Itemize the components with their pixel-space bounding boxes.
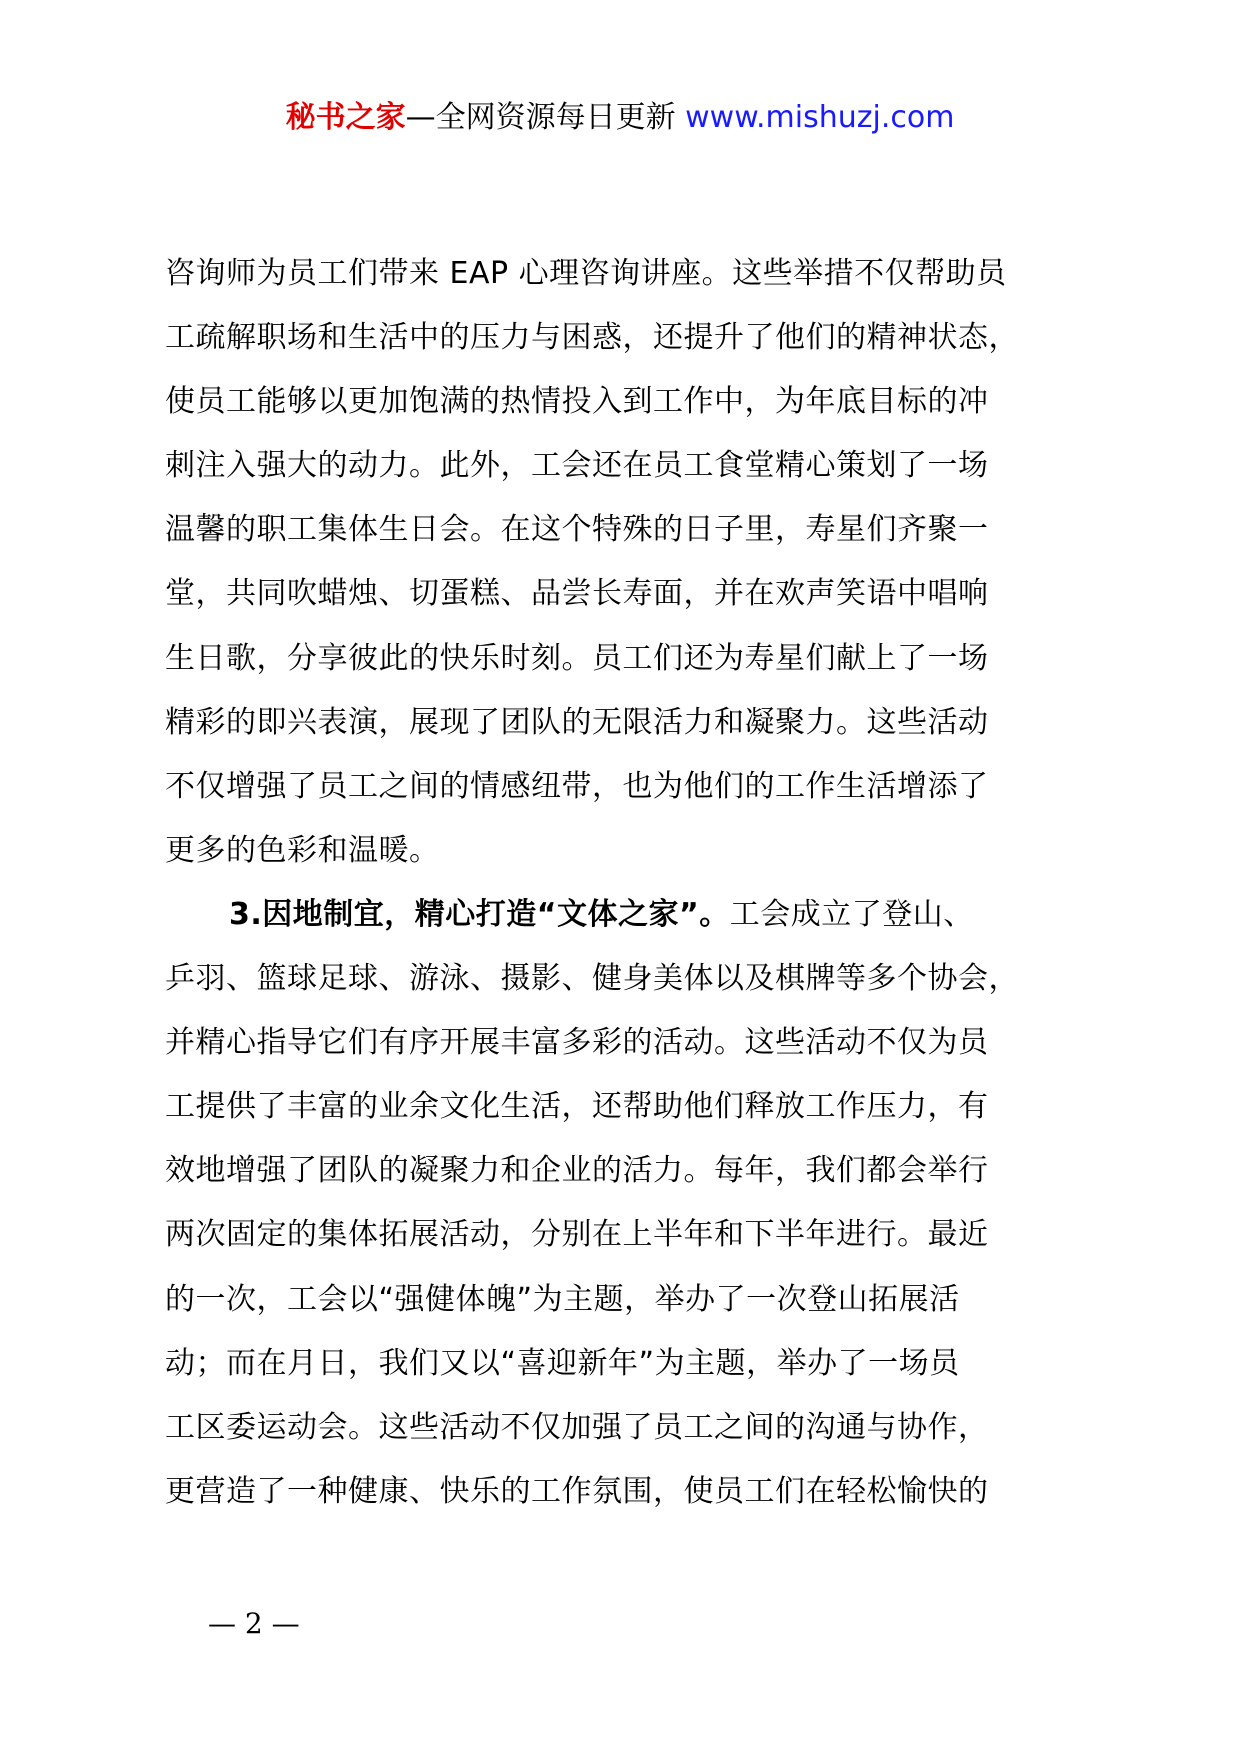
body-line: 乒羽、篮球足球、游泳、摄影、健身美体以及棋牌等多个协会， xyxy=(165,961,1019,997)
body-line: 工疏解职场和生活中的压力与困惑，还提升了他们的精神状态， xyxy=(165,320,1019,356)
body-line: 温馨的职工集体生日会。在这个特殊的日子里，寿星们齐聚一 xyxy=(165,512,989,548)
site-header xyxy=(0,98,1240,138)
body-line: 堂，共同吹蜡烛、切蛋糕、品尝长寿面，并在欢声笑语中唱响 xyxy=(165,576,989,612)
body-line: 使员工能够以更加饱满的热情投入到工作中，为年底目标的冲 xyxy=(165,384,989,420)
body-line: 的一次，工会以“强健体魄”为主题，举办了一次登山拓展活 xyxy=(165,1281,960,1317)
body-line: 工提供了丰富的业余文化生活，还帮助他们释放工作压力，有 xyxy=(165,1089,989,1125)
site-tagline: —全网资源每日更新 xyxy=(405,100,676,135)
body-line: 两次固定的集体拓展活动，分别在上半年和下半年进行。最近 xyxy=(165,1217,989,1253)
section-first-line-text: 工会成立了登山、 xyxy=(729,896,974,932)
site-name: 秘书之家 xyxy=(285,100,406,135)
body-line: 刺注入强大的动力。此外，工会还在员工食堂精心策划了一场 xyxy=(165,448,989,484)
body-line: 并精心指导它们有序开展丰富多彩的活动。这些活动不仅为员 xyxy=(165,1025,989,1061)
body-line: 效地增强了团队的凝聚力和企业的活力。每年，我们都会举行 xyxy=(165,1153,989,1189)
body-line: 生日歌，分享彼此的快乐时刻。员工们还为寿星们献上了一场 xyxy=(165,640,989,676)
body-line: 精彩的即兴表演，展现了团队的无限活力和凝聚力。这些活动 xyxy=(165,704,989,740)
body-line: 工区委运动会。这些活动不仅加强了员工之间的沟通与协作， xyxy=(165,1409,989,1445)
body-line: 更营造了一种健康、快乐的工作氛围，使员工们在轻松愉快的 xyxy=(165,1473,989,1509)
site-url-link[interactable]: www.mishuzj.com xyxy=(685,100,955,135)
body-line: 动；而在月日，我们又以“喜迎新年”为主题，举办了一场员 xyxy=(165,1345,960,1381)
page-number: — 2 — xyxy=(208,1607,300,1640)
section-first-line xyxy=(165,883,1125,947)
section-heading: 3.因地制宜，精心打造“文体之家”。 xyxy=(229,896,730,932)
document-body xyxy=(165,242,1125,1524)
body-line: 更多的色彩和温暖。 xyxy=(165,832,440,868)
body-line: 不仅增强了员工之间的情感纽带，也为他们的工作生活增添了 xyxy=(165,768,989,804)
body-line: 咨询师为员工们带来 EAP 心理咨询讲座。这些举措不仅帮助员 xyxy=(165,256,1007,291)
